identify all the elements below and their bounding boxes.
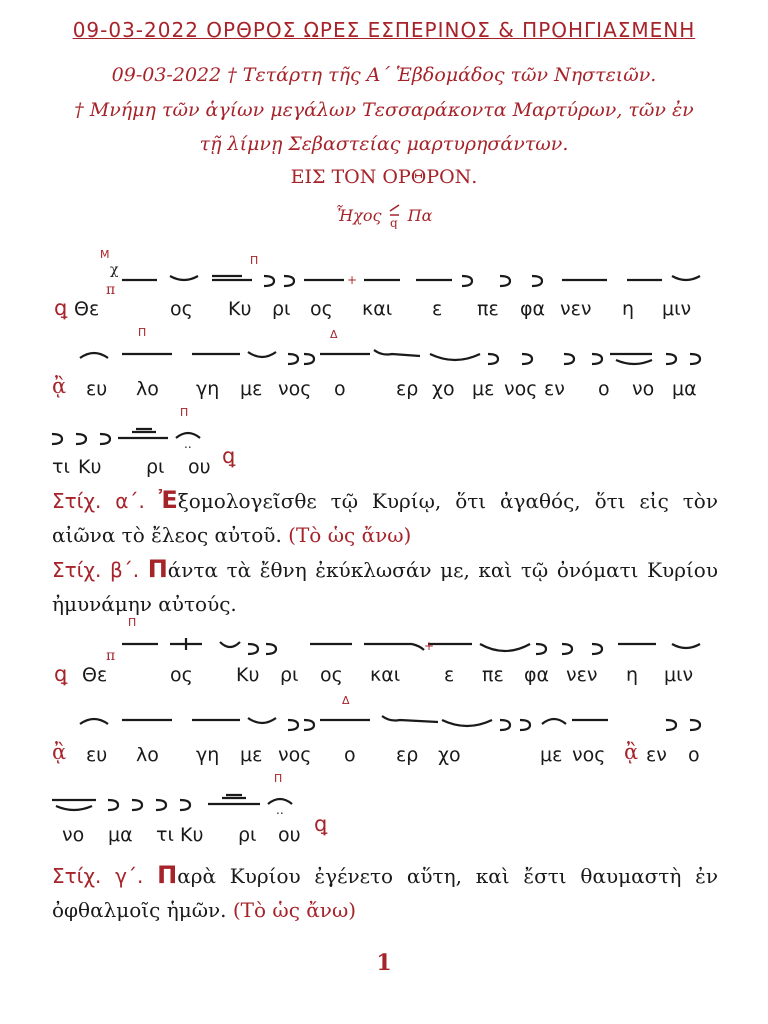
syllable: νο: [632, 378, 655, 400]
syllable: και: [370, 664, 401, 686]
svg-text:Π: Π: [250, 254, 259, 267]
mode-martyria-icon: [387, 203, 403, 229]
syllable: ος: [320, 664, 343, 686]
lyrics-line-6: [52, 812, 720, 854]
date-feast-line: 09-03-2022 † Τετάρτη τῆς Α΄ Ἑβδομάδος τῶν Νηστειῶν.: [111, 64, 657, 86]
svg-text:Π: Π: [138, 326, 147, 339]
syllable: ρι: [272, 298, 291, 320]
syllable: ο: [598, 378, 610, 400]
section-title: ΕΙΣ ΤΟΝ ΟΡΘΡΟΝ.: [290, 166, 478, 188]
syllable: Κυ: [180, 824, 204, 846]
mode-sign: Πα: [407, 206, 433, 225]
syllable: με: [472, 378, 495, 400]
syllable: ος: [170, 664, 193, 686]
syllable: ε: [432, 298, 443, 320]
syllable: ο: [688, 744, 700, 766]
verse-text: ξομολογεῖσθε τῷ Κυρίῳ, ὅτι ἀγαθός, ὅτι εἰς τὸν αἰῶνα τὸ ἔλεος αὐτοῦ.: [52, 489, 718, 547]
syllable: λο: [136, 744, 159, 766]
verse-label: Στίχ. β΄.: [52, 558, 140, 582]
syllable: νος: [278, 378, 312, 400]
syllable: νο: [62, 824, 85, 846]
svg-text:Δ: Δ: [342, 694, 350, 707]
syllable: ευ: [86, 378, 108, 400]
syllable: ε: [444, 664, 455, 686]
syllable: φα: [524, 664, 550, 686]
commemoration-line-2: τῇ λίμνῃ Σεβαστείας μαρτυρησάντων.: [199, 133, 569, 155]
svg-text:+: +: [424, 639, 435, 653]
document-header: 09-03-2022 ΟΡΘΡΟΣ ΩΡΕΣ ΕΣΠΕΡΙΝΟΣ & ΠΡΟΗΓΙΑΣΜΕΝΗ: [72, 18, 696, 42]
svg-text:..: ..: [276, 803, 284, 817]
syllable: ρι: [280, 664, 299, 686]
verse-text: αρὰ Κυρίου ἐγένετο αὕτη, καὶ ἔστι θαυμαστὴ ἐν ὀφθαλμοῖς ἡμῶν.: [52, 864, 718, 922]
syllable: με: [240, 744, 263, 766]
svg-text:+: +: [347, 273, 358, 287]
syllable: χο: [432, 378, 455, 400]
syllable: χο: [438, 744, 461, 766]
syllable: ου: [278, 824, 301, 846]
syllable: μα: [108, 824, 133, 846]
svg-text:Π: Π: [274, 772, 283, 785]
syllable: τι: [52, 456, 70, 478]
martyria-icon: ᾂ: [52, 740, 67, 764]
syllable: πε: [477, 298, 499, 320]
syllable: ος: [170, 298, 193, 320]
verse-1: [52, 483, 718, 552]
syllable: φα: [520, 298, 546, 320]
svg-text:M: M: [100, 248, 110, 261]
syllable: Κυ: [78, 456, 102, 478]
martyria-icon: ꝗ: [54, 296, 68, 320]
verse-2: [52, 552, 718, 621]
syllable: μιν: [664, 664, 694, 686]
syllable: η: [622, 298, 635, 320]
syllable: πε: [482, 664, 504, 686]
syllable: με: [540, 744, 563, 766]
commemoration-line: † Μνήμη τῶν ἁγίων μεγάλων Τεσσαράκοντα Μαρτύρων, τῶν ἐν: [74, 99, 694, 121]
martyria-icon: ꝗ: [54, 662, 68, 686]
syllable: ο: [344, 744, 356, 766]
lyrics-line-3: [52, 444, 720, 486]
syllable: νος: [278, 744, 312, 766]
verse-reference: (Τὸ ὡς ἄνω): [288, 523, 412, 547]
verse-3: [52, 858, 718, 927]
syllable: και: [362, 298, 393, 320]
syllable: Θε: [82, 664, 108, 686]
svg-text:π: π: [106, 282, 116, 298]
syllable: γη: [196, 378, 220, 400]
martyria-icon: ᾂ: [52, 374, 67, 398]
syllable: ερ: [396, 378, 419, 400]
page-number: 1: [376, 950, 392, 976]
syllable: ρι: [238, 824, 257, 846]
syllable: ο: [334, 378, 346, 400]
verse-initial: Π: [147, 555, 168, 583]
martyria-icon: ꝗ: [222, 444, 236, 468]
syllable: νεν: [560, 298, 592, 320]
mode-indicator: [0, 203, 768, 229]
verse-label: Στίχ. α΄.: [52, 489, 145, 513]
svg-text:π: π: [106, 648, 116, 664]
svg-text:q: q: [389, 216, 398, 229]
svg-text:..: ..: [184, 437, 192, 451]
syllable: Κυ: [236, 664, 260, 686]
syllable: εν: [544, 378, 565, 400]
syllable: μιν: [662, 298, 692, 320]
syllable: ερ: [396, 744, 419, 766]
verse-text: άντα τὰ ἔθνη ἐκύκλωσάν με, καὶ τῷ ὀνόματι Κυρίου ἠμυνάμην αὐτούς.: [52, 558, 718, 616]
syllable: με: [240, 378, 263, 400]
syllable: εν: [646, 744, 667, 766]
syllable: ος: [310, 298, 333, 320]
syllable: νεν: [566, 664, 598, 686]
syllable: η: [626, 664, 639, 686]
syllable: λο: [136, 378, 159, 400]
syllable: ρι: [146, 456, 165, 478]
syllable: νος: [572, 744, 606, 766]
martyria-icon: ᾂ: [624, 740, 639, 764]
svg-text:Π: Π: [180, 406, 189, 419]
syllable: γη: [196, 744, 220, 766]
verse-initial: Ἐ: [158, 486, 178, 514]
syllable: Κυ: [228, 298, 252, 320]
syllable: νος: [504, 378, 538, 400]
verse-reference: (Τὸ ὡς ἄνω): [232, 898, 357, 922]
syllable: τι: [156, 824, 174, 846]
svg-text:Π: Π: [128, 616, 137, 629]
syllable: ευ: [86, 744, 108, 766]
svg-text:Δ: Δ: [330, 328, 338, 341]
verse-label: Στίχ. γ΄.: [52, 864, 144, 888]
syllable: ου: [188, 456, 211, 478]
syllable: Θε: [74, 298, 100, 320]
syllable: μα: [672, 378, 697, 400]
martyria-icon: ꝗ: [314, 812, 328, 836]
verse-initial: Π: [157, 861, 178, 889]
svg-text:χ: χ: [110, 262, 119, 278]
mode-label: Ἦχος: [335, 206, 382, 225]
